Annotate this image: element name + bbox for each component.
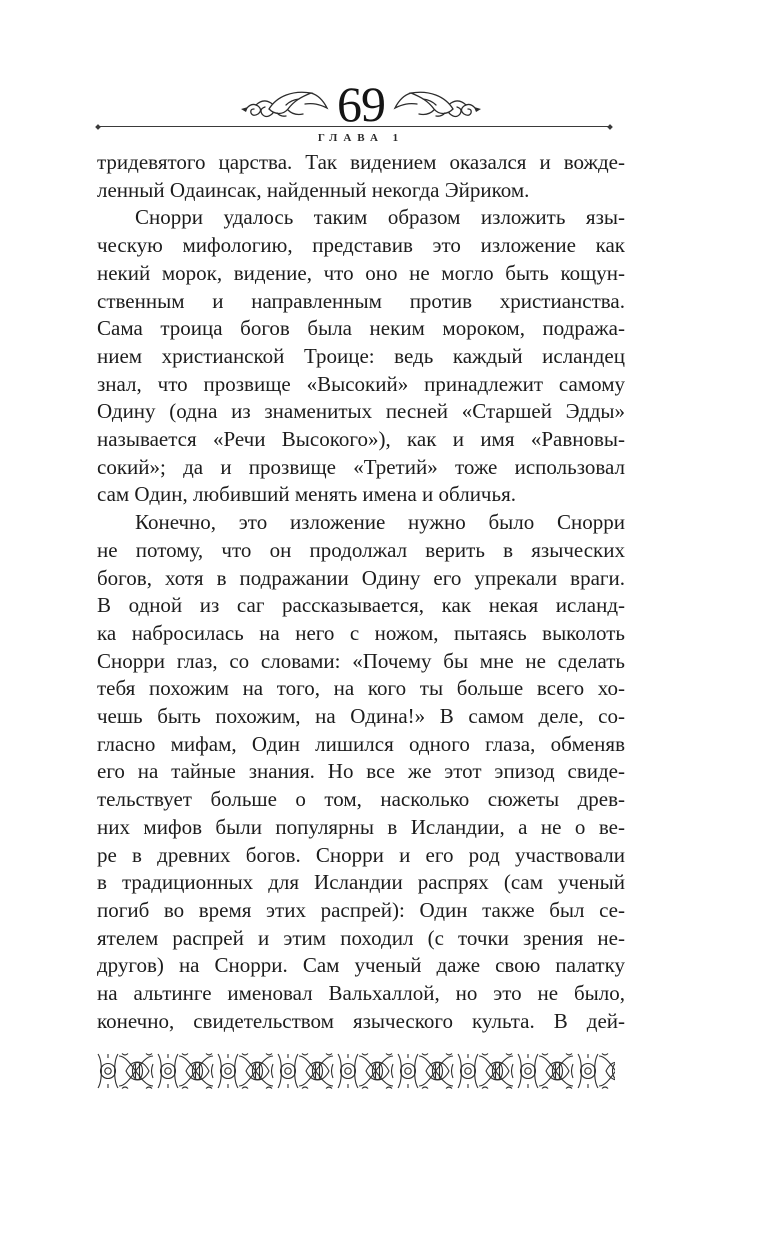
text-line: Одину (одна из знаменитых песней «Старшей Эдды»	[97, 399, 625, 424]
page-header	[97, 76, 625, 150]
chapter-label: ГЛАВА 1	[317, 132, 405, 144]
text-line: Сама троица богов была неким мороком, подража-	[97, 316, 625, 341]
text-line: нием христианской Троице: ведь каждый исландец	[97, 343, 625, 368]
paragraph	[97, 204, 625, 509]
paragraph	[97, 509, 625, 1035]
text-line: некий морок, видение, что оно не могло быть кощун-	[97, 260, 625, 285]
text-line: ческую мифологию, представив это изложение как	[97, 233, 625, 258]
text-line: ленный Одаинсак, найденный некогда Эйриком.	[97, 177, 530, 202]
text-line: ре в древних богов. Снорри и его род участвовали	[97, 842, 625, 867]
text-line: на альтинге именовал Вальхаллой, но это не было,	[97, 981, 625, 1006]
header-rule	[97, 126, 611, 127]
text-line: гласно мифам, Один лишился одного глаза, обменяв	[97, 731, 625, 756]
text-line: конечно, свидетельством языческого культа. В дей-	[97, 1008, 625, 1033]
text-line: Конечно, это изложение нужно было Снорри	[135, 510, 625, 535]
text-line: в традиционных для Исландии распрях (сам ученый	[97, 870, 625, 895]
text-line: богов, хотя в подражании Одину его упрекали враги.	[97, 565, 625, 590]
text-line: другов) на Снорри. Сам ученый даже свою палатку	[97, 953, 625, 978]
text-line: сокий»; да и прозвище «Третий» тоже использовал	[97, 454, 625, 479]
text-line: знал, что прозвище «Высокий» принадлежит самому	[97, 371, 625, 396]
text-line: погиб во время этих распрей): Один также был се-	[97, 897, 625, 922]
page-number-row	[97, 76, 625, 132]
text-line: ка набросилась на него с ножом, пытаясь выколоть	[97, 620, 625, 645]
text-line: Снорри удалось таким образом изложить язы-	[135, 205, 625, 230]
text-line: сам Один, любивший менять имена и обличья.	[97, 482, 516, 507]
text-line: тридевятого царства. Так видением оказался и вожде-	[97, 150, 625, 174]
paragraph	[97, 149, 625, 204]
text-line: тельствует больше о том, насколько сюжеты древ-	[97, 787, 625, 812]
knotwork-border-icon	[95, 1051, 615, 1091]
text-line: них мифов были популярны в Исландии, а не о ве-	[97, 814, 625, 839]
text-line: Снорри глаз, со словами: «Почему бы мне не сделать	[97, 648, 625, 673]
text-column	[97, 149, 625, 1036]
beast-flourish-right-icon	[393, 87, 483, 121]
text-line: ятелем распрей и этим походил (с точки зрения не-	[97, 925, 625, 950]
text-line: его на тайные знания. Но все же этот эпизод свиде-	[97, 759, 625, 784]
text-line: чешь быть похожим, на Одина!» В самом деле, со-	[97, 704, 625, 729]
text-line: тебя похожим на того, на кого ты больше всего хо-	[97, 676, 625, 701]
text-line: ственным и направленным против христианства.	[97, 288, 625, 313]
text-line: не потому, что он продолжал верить в языческих	[97, 537, 625, 562]
page-number: 69	[337, 76, 385, 132]
text-line: В одной из саг рассказывается, как некая исланд-	[97, 593, 625, 618]
text-line: называется «Речи Высокого»), как и имя «Равновы-	[97, 427, 625, 452]
beast-flourish-left-icon	[239, 87, 329, 121]
